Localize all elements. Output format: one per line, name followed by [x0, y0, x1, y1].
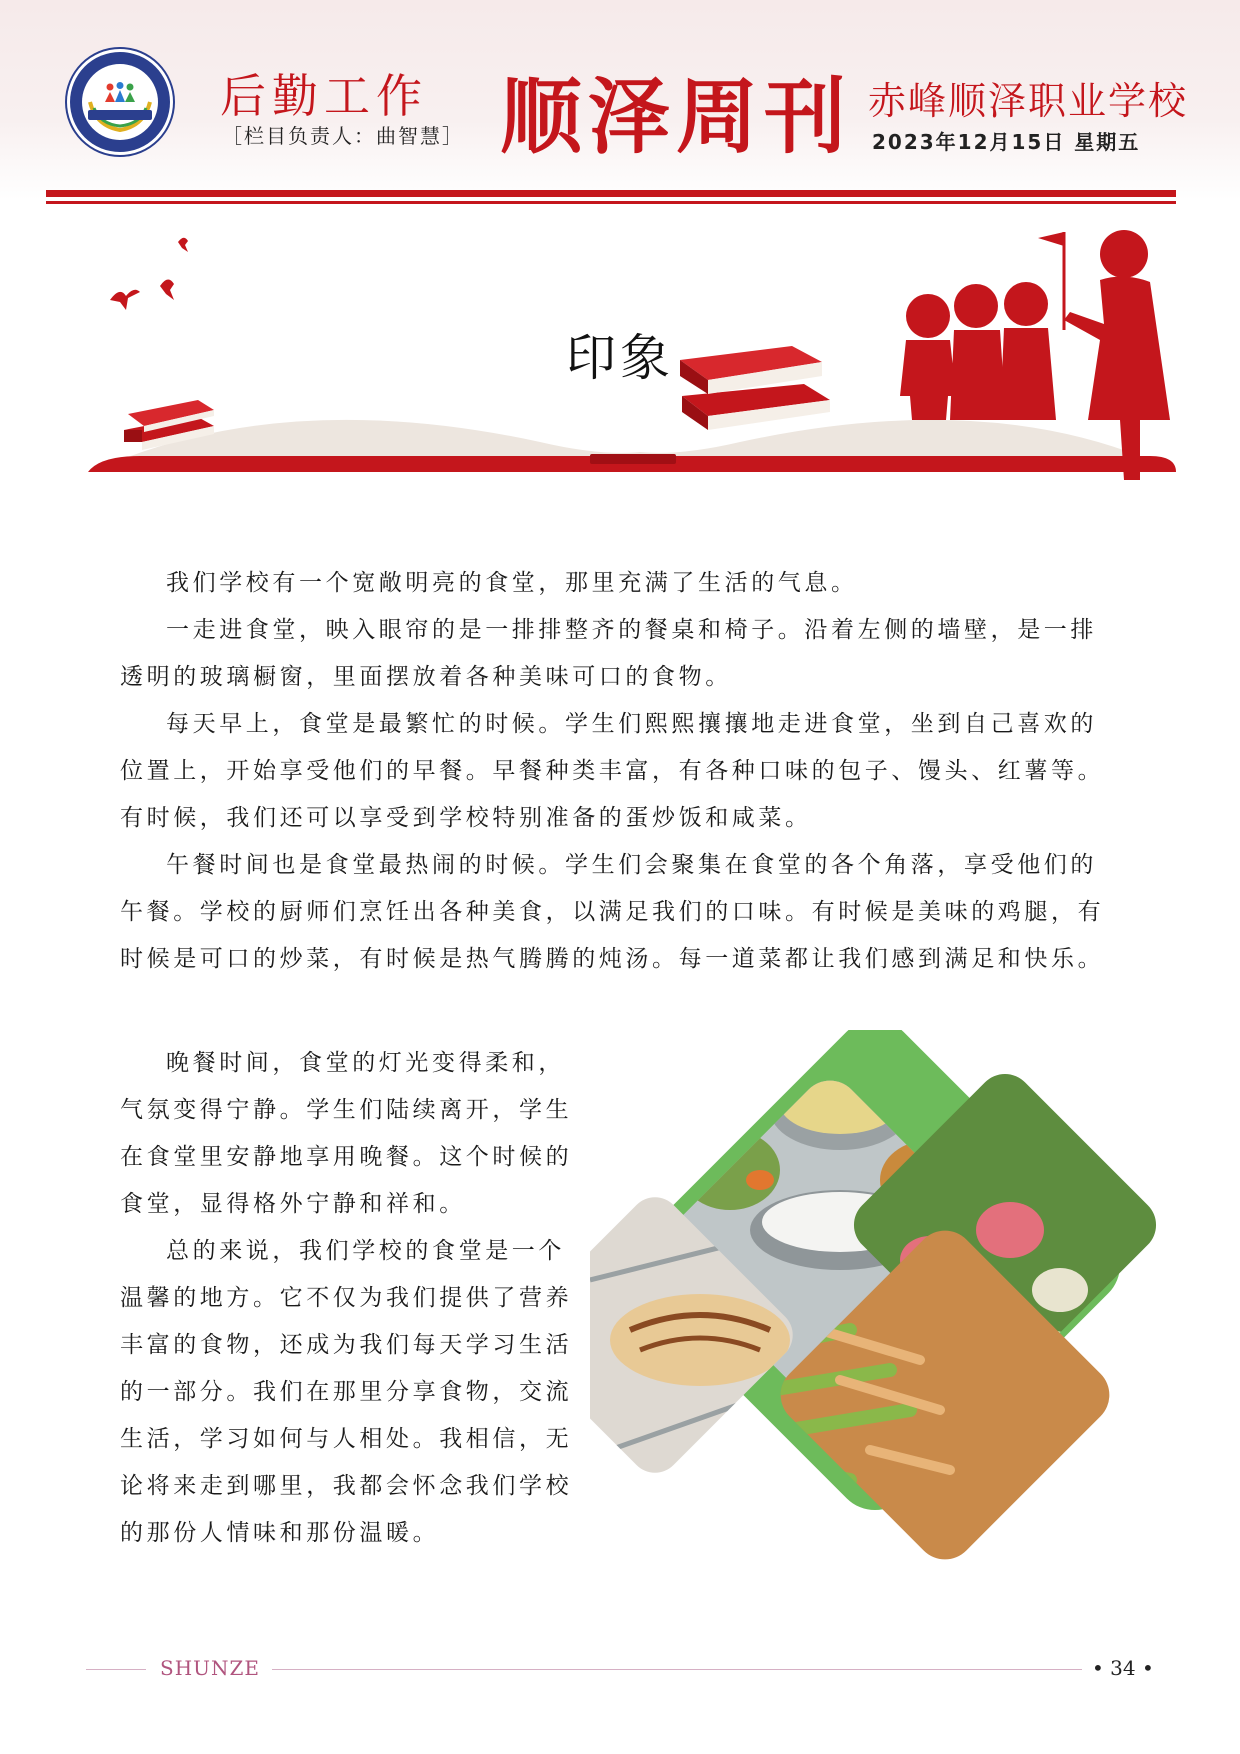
paragraph: 午餐时间也是食堂最热闹的时候。学生们会聚集在食堂的各个角落，享受他们的午餐。学校的厨师们烹饪出各种美食，以满足我们的口味。有时候是美味的鸡腿，有时候是可口的炒菜，有时候是热气腾腾的炖汤。每一道菜都让我们感到满足和快乐。: [120, 852, 1105, 972]
column-editor: ［栏目负责人：曲智慧］: [222, 124, 464, 148]
food-photo-collage: [590, 1030, 1160, 1570]
article-title: 印象: [566, 329, 674, 387]
column-title: 后勤工作: [220, 69, 428, 123]
article-body-top: [120, 560, 1120, 983]
paragraph: 我们学校有一个宽敞明亮的食堂，那里充满了生活的气息。: [166, 570, 858, 596]
paragraph: 晚餐时间，食堂的灯光变得柔和，气氛变得宁静。学生们陆续离开，学生在食堂里安静地享用晚餐。这个时候的食堂，显得格外宁静和祥和。: [120, 1050, 573, 1217]
school-emblem-icon: [70, 52, 170, 152]
header-rule: [46, 190, 1176, 197]
footer-rule: [86, 1669, 146, 1670]
paragraph: 一走进食堂，映入眼帘的是一排排整齐的餐桌和椅子。沿着左侧的墙壁，是一排透明的玻璃橱窗，里面摆放着各种美味可口的食物。: [120, 617, 1097, 690]
bird-icon: [110, 238, 188, 310]
magazine-title: 顺泽周刊: [500, 69, 853, 165]
article-body-side: [120, 1040, 590, 1557]
paragraph: 每天早上，食堂是最繁忙的时候。学生们熙熙攘攘地走进食堂，坐到自己喜欢的位置上，开始享受他们的早餐。早餐种类丰富，有各种口味的包子、馒头、红薯等。有时候，我们还可以享受到学校特别准备的蛋炒饭和咸菜。: [120, 711, 1105, 831]
paragraph: 总的来说，我们学校的食堂是一个温馨的地方。它不仅为我们提供了营养丰富的食物，还成为我们每天学习生活的一部分。我们在那里分享食物，交流生活，学习如何与人相处。我相信，无论将来走到哪里，我都会怀念我们学校的那份人情味和那份温暖。: [120, 1238, 573, 1546]
school-name: 赤峰顺泽职业学校: [868, 79, 1189, 123]
issue-date: 2023年12月15日 星期五: [872, 130, 1141, 154]
page-footer: [0, 1650, 1240, 1690]
footer-rule: [272, 1669, 1082, 1670]
footer-label: SHUNZE: [160, 1656, 260, 1680]
header-rule-thin: [46, 201, 1176, 204]
page-number: • 34 •: [1092, 1656, 1154, 1680]
